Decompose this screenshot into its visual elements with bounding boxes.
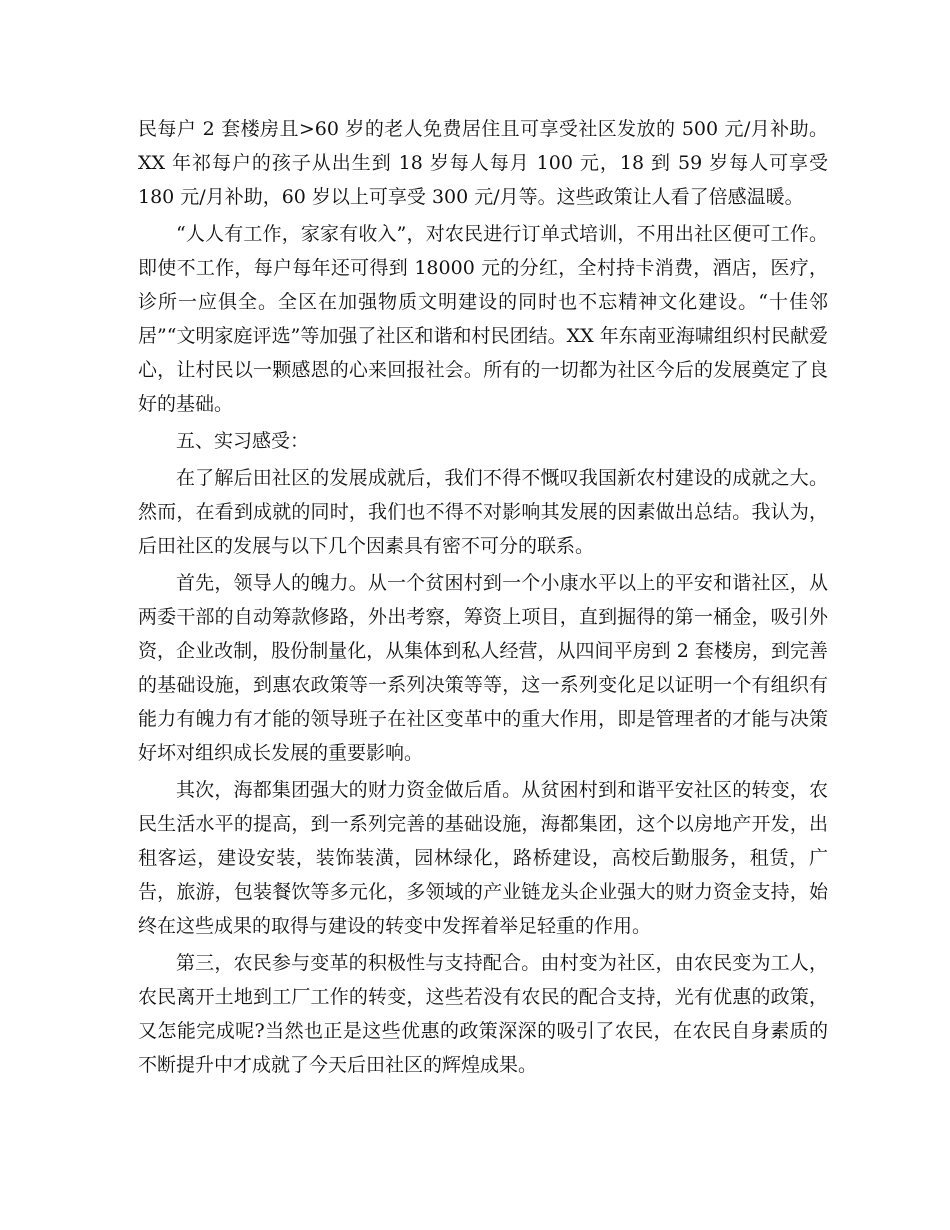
paragraph-leadership: 首先，领导人的魄力。从一个贫困村到一个小康水平以上的平安和谐社区，从两委干部的自动筹款修路，外出考察，筹资上项目，直到掘得的第一桶金，吸引外资，企业改制，股份制量化，从集体到私人经营，从四间平房到 2 套楼房，到完善的基础设施，到惠农政策等一系列决策等等，这一系列变化足以证明一个有组织有能力有魄力有才能的领导班子在社区变革中的重大作用，即是管理者的才能与决策好坏对组织成长发展的重要影响。 — [138, 572, 828, 764]
section-heading-internship-reflections: 五、实习感受： — [176, 430, 310, 452]
paragraph-group-funding: 其次，海都集团强大的财力资金做后盾。从贫困村到和谐平安社区的转变，农民生活水平的提高，到一系列完善的基础设施，海都集团，这个以房地产开发，出租客运，建设安装，装饰装潢，园林绿化，路桥建设，高校后勤服务，租赁，广告，旅游，包装餐饮等多元化，多领域的产业链龙头企业强大的财力资金支持，始终在这些成果的取得与建设的转变中发挥着举足轻重的作用。 — [138, 779, 828, 937]
document-body — [138, 112, 828, 1085]
paragraph-farmer-participation: 第三，农民参与变革的积极性与支持配合。由村变为社区，由农民变为工人，农民离开土地到工厂工作的转变，这些若没有农民的配合支持，光有优惠的政策，又怎能完成呢?当然也正是这些优惠的政策深深的吸引了农民，在农民自身素质的不断提升中才成就了今天后田社区的辉煌成果。 — [138, 952, 828, 1076]
paragraph-reflection-intro: 在了解后田社区的发展成就后，我们不得不慨叹我国新农村建设的成就之大。然而，在看到成就的同时，我们也不得不对影响其发展的因素做出总结。我认为，后田社区的发展与以下几个因素具有密不可分的联系。 — [138, 467, 828, 557]
paragraph-subsidy-policies: 民每户 2 套楼房且>60 岁的老人免费居住且可享受社区发放的 500 元/月补助。XX 年祁每户的孩子从出生到 18 岁每人每月 100 元，18 到 59 岁每人可享受 180 元/月补助，60 岁以上可享受 300 元/月等。这些政策让人看了倍感温暖。 — [138, 118, 828, 208]
paragraph-employment-culture: “人人有工作，家家有收入”，对农民进行订单式培训，不用出社区便可工作。即使不工作，每户每年还可得到 18000 元的分红，全村持卡消费，酒店，医疗，诊所一应俱全。全区在加强物质文明建设的同时也不忘精神文化建设。“十佳邻居”“文明家庭评选”等加强了社区和谐和村民团结。XX 年东南亚海啸组织村民献爱心，让村民以一颗感恩的心来回报社会。所有的一切都为社区今后的发展奠定了良好的基础。 — [138, 223, 828, 415]
